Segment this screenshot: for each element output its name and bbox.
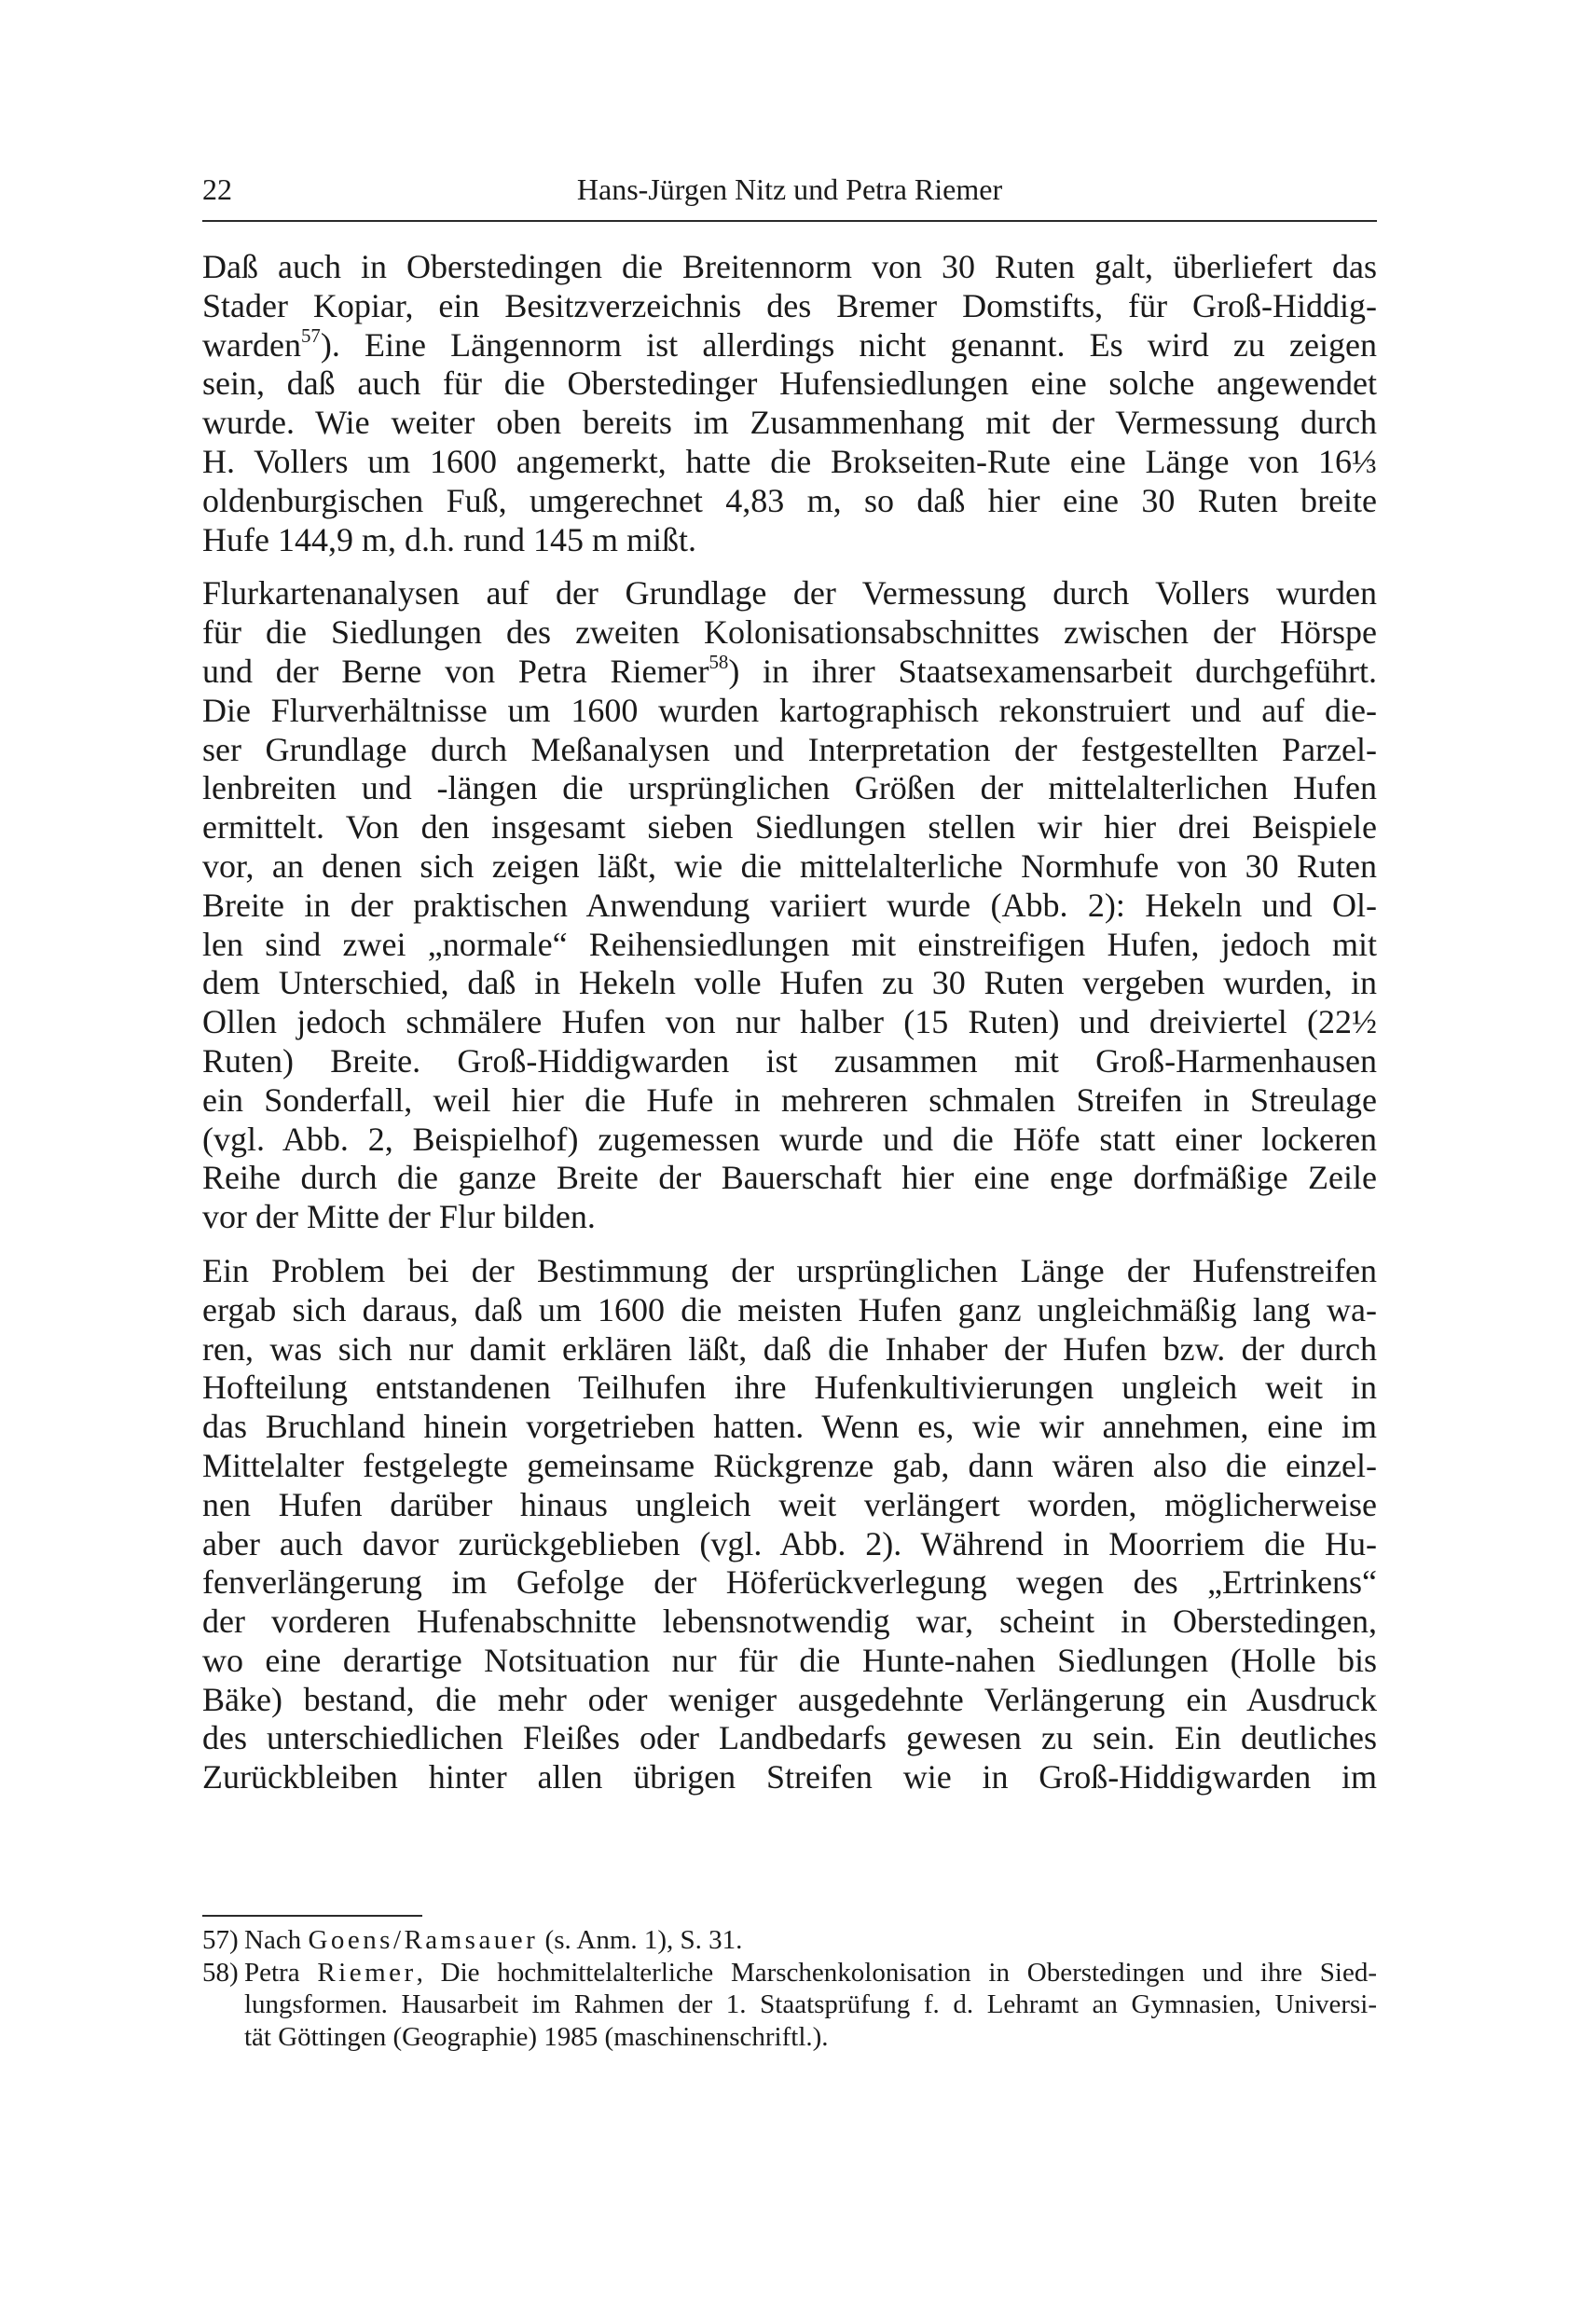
text-line: sein, daß auch für die Oberstedinger Hufensiedlungen eine solche angewendet — [202, 365, 1377, 403]
footnote-marker: 57) — [202, 1925, 239, 1955]
page-number: 22 — [202, 172, 232, 206]
paragraph-2 — [202, 574, 1377, 1237]
text-line: Hufe 144,9 m, d.h. rund 145 m mißt. — [202, 520, 696, 558]
text-line: dem Unterschied, daß in Hekeln volle Hufen zu 30 Ruten vergeben wurden, in — [202, 964, 1377, 1002]
text-fragment: und der Berne von Petra Riemer — [202, 652, 709, 690]
text-line: aber auch davor zurückgeblieben (vgl. Abb. 2). Während in Moorriem die Hu- — [202, 1524, 1377, 1562]
text-line: vor, an denen sich zeigen läßt, wie die mittelalterliche Normhufe von 30 Ruten — [202, 846, 1377, 885]
body-text — [202, 248, 1377, 1812]
footnote-ref-58[interactable]: 58 — [709, 650, 729, 673]
header-authors: Hans-Jürgen Nitz und Petra Riemer — [576, 172, 1003, 206]
text-fragment: warden — [202, 325, 301, 364]
text-line: ren, was sich nur damit erklären läßt, daß die Inhaber der Hufen bzw. der durch — [202, 1329, 1377, 1368]
text-line: ergab sich daraus, daß um 1600 die meisten Hufen ganz ungleichmäßig lang wa- — [202, 1290, 1377, 1328]
text-line: Bäke) bestand, die mehr oder weniger ausgedehnte Verlängerung ein Ausdruck — [202, 1680, 1377, 1718]
text-fragment: ) in ihrer Staatsexamensarbeit durchgeführt. — [728, 652, 1377, 690]
text-line: Mittelalter festgelegte gemeinsame Rückgrenze gab, dann wären also die einzel- — [202, 1446, 1377, 1484]
text-line: des unterschiedlichen Fleißes oder Landbedarfs gewesen zu sein. Ein deutliches — [202, 1719, 1377, 1757]
text-line: Hofteilung entstandenen Teilhufen ihre Hufenkultivierungen ungleich weit in — [202, 1369, 1377, 1407]
text-line: wurde. Wie weiter oben bereits im Zusammenhang mit der Vermessung durch — [202, 404, 1377, 442]
cited-author: Goens/Ramsauer — [308, 1925, 539, 1955]
text-line: Stader Kopiar, ein Besitzverzeichnis des Bremer Domstifts, für Groß-Hiddig- — [202, 286, 1377, 324]
footnote-57 — [202, 1924, 1377, 1957]
cited-author: Riemer — [317, 1957, 417, 1988]
text-line: das Bruchland hinein vorgetrieben hatten. Wenn es, wie wir annehmen, eine im — [202, 1408, 1377, 1446]
paragraph-3 — [202, 1252, 1377, 1797]
text-fragment: , Die hochmittelalterliche Marschenkolonisation in Oberstedingen und ihre Sied- — [416, 1957, 1377, 1988]
text-line — [202, 650, 1377, 692]
text-line: Ein Problem bei der Bestimmung der ursprünglichen Länge der Hufenstreifen — [202, 1251, 1377, 1289]
footnote-line: tät Göttingen (Geographie) 1985 (maschinenschriftl.). — [244, 2021, 829, 2052]
text-line: Flurkartenanalysen auf der Grundlage der Vermessung durch Vollers wurden — [202, 574, 1377, 612]
text-line: nen Hufen darüber hinaus ungleich weit verlängert worden, möglicherweise — [202, 1485, 1377, 1523]
footnote-58 — [202, 1957, 1377, 2054]
footnote-line — [244, 1957, 1377, 1989]
text-fragment: Petra — [244, 1957, 318, 1988]
header-rule — [202, 220, 1377, 222]
text-line: für die Siedlungen des zweiten Kolonisationsabschnittes zwischen der Hörspe — [202, 613, 1377, 652]
text-line: Zurückbleiben hinter allen übrigen Streifen wie in Groß-Hiddigwarden im — [202, 1758, 1377, 1796]
text-line — [202, 323, 1377, 365]
text-line: Daß auch in Oberstedingen die Breitennorm von 30 Ruten galt, überliefert das — [202, 248, 1377, 285]
footnote-ref-57[interactable]: 57 — [300, 323, 321, 347]
text-line: oldenburgischen Fuß, umgerechnet 4,83 m, so daß hier eine 30 Ruten breite — [202, 481, 1377, 519]
text-line: ser Grundlage durch Meßanalysen und Interpretation der festgestellten Parzel- — [202, 730, 1377, 768]
text-line: Ollen jedoch schmälere Hufen von nur halber (15 Ruten) und dreiviertel (22½ — [202, 1003, 1377, 1041]
footnote-line: lungsformen. Hausarbeit im Rahmen der 1. Staatsprüfung f. d. Lehramt an Gymnasien, Universi- — [244, 1989, 1377, 2020]
text-line: fenverlängerung im Gefolge der Höferückverlegung wegen des „Ertrinkens“ — [202, 1563, 1377, 1602]
text-line: lenbreiten und -längen die ursprünglichen Größen der mittelalterlichen Hufen — [202, 769, 1377, 807]
text-line: Ruten) Breite. Groß-Hiddigwarden ist zusammen mit Groß-Harmenhausen — [202, 1041, 1377, 1080]
text-line: ein Sonderfall, weil hier die Hufe in mehreren schmalen Streifen in Streulage — [202, 1080, 1377, 1119]
text-line: Reihe durch die ganze Breite der Bauerschaft hier eine enge dorfmäßige Zeile — [202, 1159, 1377, 1197]
text-fragment: ). Eine Längennorm ist allerdings nicht genannt. Es wird zu zeigen — [320, 325, 1377, 364]
text-line: (vgl. Abb. 2, Beispielhof) zugemessen wurde und die Höfe statt einer lockeren — [202, 1120, 1377, 1158]
text-line: Die Flurverhältnisse um 1600 wurden kartographisch rekonstruiert und auf die- — [202, 691, 1377, 729]
footnotes — [202, 1924, 1377, 2053]
text-fragment: Nach — [244, 1925, 309, 1955]
text-fragment: (s. Anm. 1), S. 31. — [538, 1925, 743, 1955]
footnote-line — [244, 1924, 1377, 1957]
footnote-marker: 58) — [202, 1957, 239, 1988]
paragraph-1 — [202, 248, 1377, 559]
text-line: wo eine derartige Notsituation nur für die Hunte-nahen Siedlungen (Holle bis — [202, 1641, 1377, 1679]
text-line: vor der Mitte der Flur bilden. — [202, 1198, 596, 1236]
text-line: H. Vollers um 1600 angemerkt, hatte die Brokseiten-Rute eine Länge von 16⅓ — [202, 442, 1377, 480]
text-line: Breite in der praktischen Anwendung variiert wurde (Abb. 2): Hekeln und Ol- — [202, 886, 1377, 924]
text-line: der vorderen Hufenabschnitte lebensnotwendig war, scheint in Oberstedingen, — [202, 1603, 1377, 1641]
footnote-rule — [202, 1915, 422, 1917]
text-line: len sind zwei „normale“ Reihensiedlungen mit einstreifigen Hufen, jedoch mit — [202, 925, 1377, 963]
running-head — [202, 164, 1377, 214]
text-line: ermittelt. Von den insgesamt sieben Siedlungen stellen wir hier drei Beispiele — [202, 808, 1377, 846]
